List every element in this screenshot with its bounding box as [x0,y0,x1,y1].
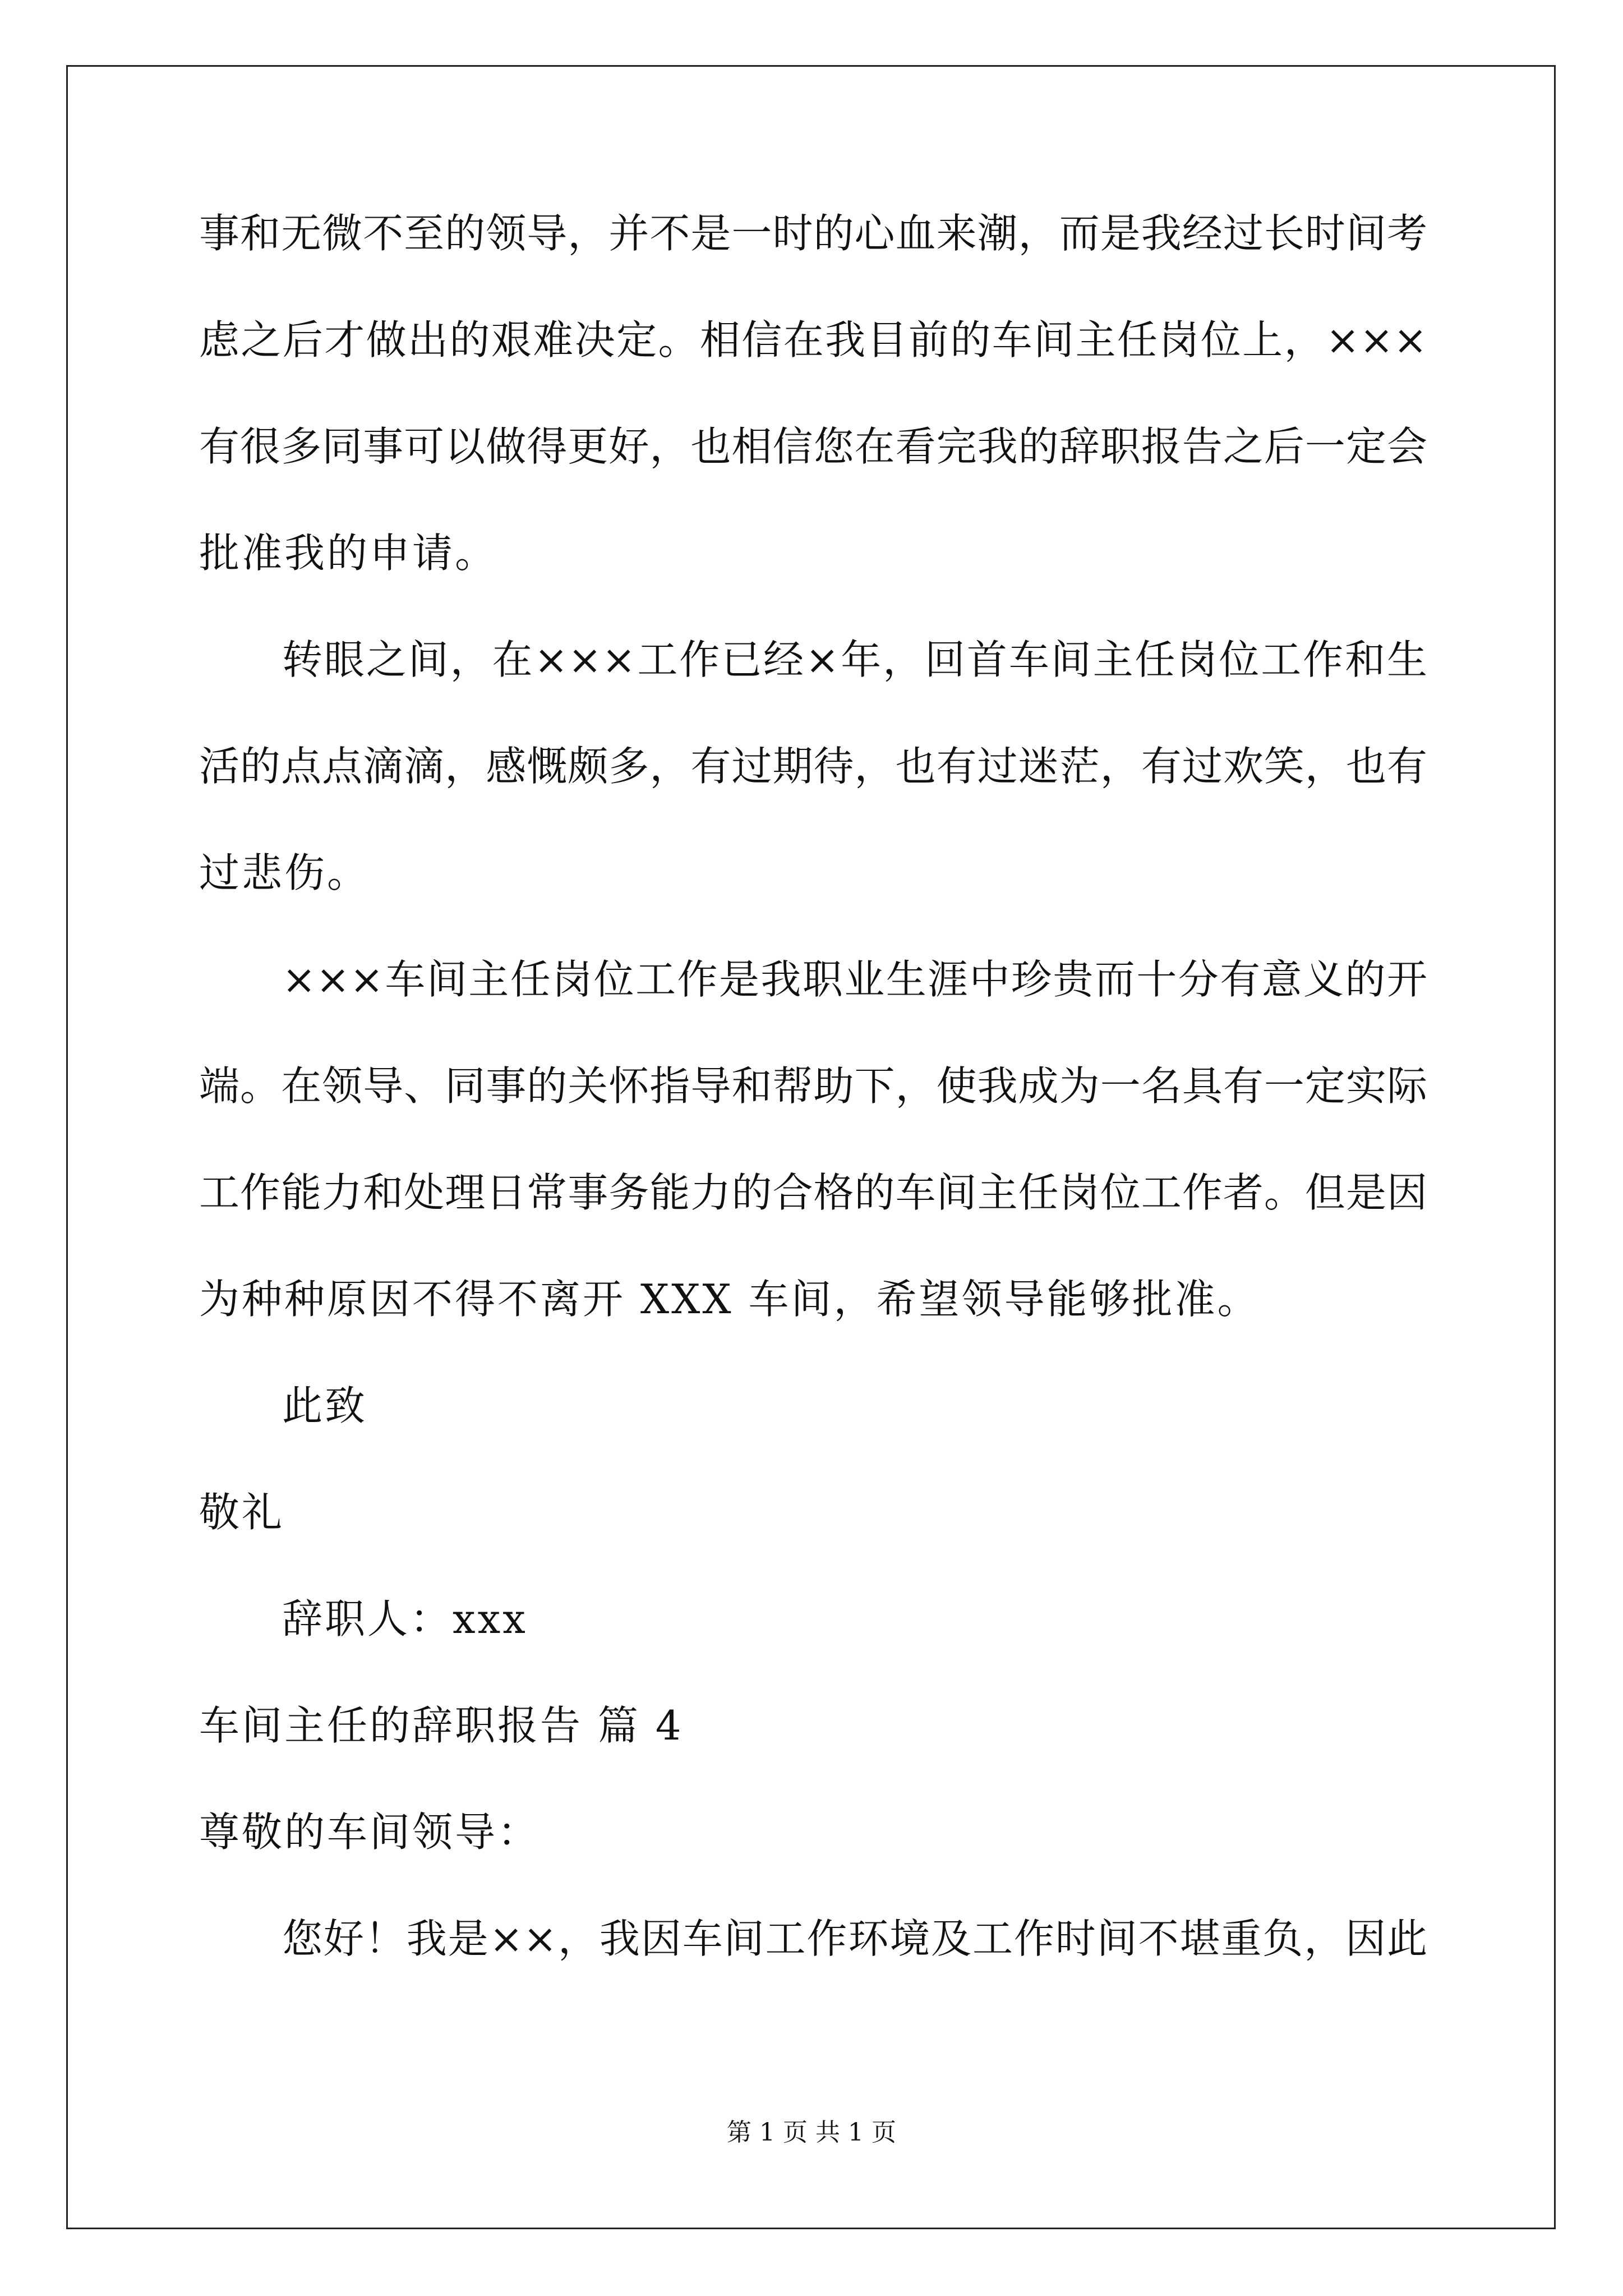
text-line: 有很多同事可以做得更好，也相信您在看完我的辞职报告之后一定会 [199,423,1427,470]
text-line: 转眼之间，在×××工作已经×年，回首车间主任岗位工作和生 [282,636,1427,683]
text-line: 批准我的申请。 [199,530,498,577]
text-line: 虑之后才做出的艰难决定。相信在我目前的车间主任岗位上，××× [199,316,1427,364]
section-title: 车间主任的辞职报告 篇 4 [199,1702,684,1749]
document-body [199,210,1427,2025]
greeting-line: 尊敬的车间领导： [199,1809,541,1856]
text-line: 过悲伤。 [199,849,370,896]
text-line: 端。在领导、同事的关怀指导和帮助下，使我成为一名具有一定实际 [199,1062,1427,1110]
text-line: 工作能力和处理日常事务能力的合格的车间主任岗位工作者。但是因 [199,1169,1427,1216]
text-line: 事和无微不至的领导，并不是一时的心血来潮，而是我经过长时间考 [199,210,1427,257]
closing-regards: 敬礼 [199,1489,285,1536]
closing-salutation: 此致 [282,1382,368,1429]
text-line: ×××车间主任岗位工作是我职业生涯中珍贵而十分有意义的开 [282,956,1427,1003]
text-line: 活的点点滴滴，感慨颇多，有过期待，也有过迷茫，有过欢笑，也有 [199,743,1427,790]
text-line: 为种种原因不得不离开 XXX 车间，希望领导能够批准。 [199,1276,1260,1323]
signature-line: 辞职人：xxx [282,1595,528,1642]
page-number: 第 1 页 共 1 页 [727,2118,896,2147]
text-line: 您好！我是××，我因车间工作环境及工作时间不堪重负，因此 [282,1915,1427,1962]
